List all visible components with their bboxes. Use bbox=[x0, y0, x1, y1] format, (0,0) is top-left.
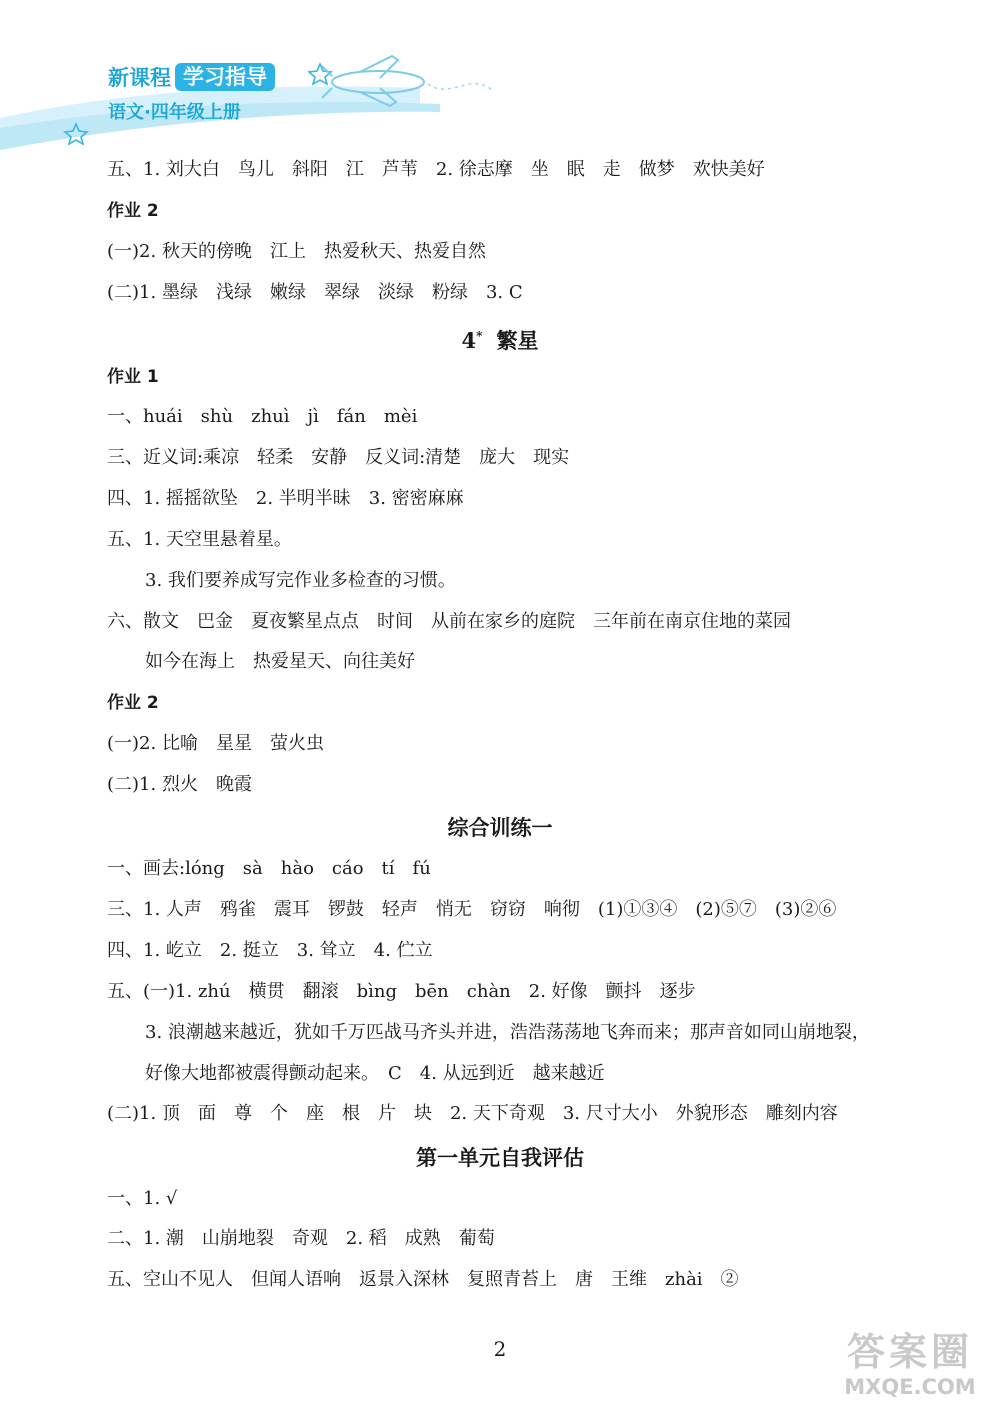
watermark-url: MXQE.COM bbox=[844, 1375, 976, 1399]
answer-line: (二)1. 墨绿 浅绿 嫩绿 翠绿 淡绿 粉绿 3. C bbox=[107, 282, 523, 303]
section-heading: 综合训练一 bbox=[447, 815, 553, 840]
answer-line: 3. 我们要养成写完作业多检查的习惯。 bbox=[145, 570, 456, 591]
answer-line: 六、散文 巴金 夏夜繁星点点 时间 从前在家乡的庭院 三年前在南京住地的菜园 bbox=[107, 611, 791, 632]
watermark bbox=[835, 1330, 985, 1408]
star-icon bbox=[309, 64, 331, 84]
answer-line: 三、1. 人声 鸦雀 震耳 锣鼓 轻声 悄无 窃窃 响彻 (1)①③④ (2)⑤⑦ (3)②⑥ bbox=[107, 899, 837, 920]
answer-line: 如今在海上 热爱星天、向往美好 bbox=[145, 651, 415, 672]
lesson-heading bbox=[0, 323, 1000, 354]
brand-pill-text: 学习指导 bbox=[175, 63, 275, 91]
answer-line: 五、(一)1. zhú 横贯 翻滚 bìng bēn chàn 2. 好像 颤抖 逐步 bbox=[107, 981, 696, 1002]
answer-line: 五、1. 天空里悬着星。 bbox=[107, 529, 292, 550]
homework-label: 作业 2 bbox=[107, 201, 159, 221]
lesson-title: 繁星 bbox=[496, 328, 539, 353]
answer-line: 四、1. 屹立 2. 挺立 3. 耸立 4. 伫立 bbox=[107, 940, 433, 961]
answer-line: 三、近义词:乘凉 轻柔 安静 反义词:清楚 庞大 现实 bbox=[107, 447, 570, 468]
lesson-number: 4 bbox=[461, 328, 477, 353]
answer-line: 五、1. 刘大白 鸟儿 斜阳 江 芦苇 2. 徐志摩 坐 眠 走 做梦 欢快美好 bbox=[107, 159, 765, 180]
answer-line: 3. 浪潮越来越近，犹如千万匹战马齐头并进，浩浩荡荡地飞奔而来；那声音如同山崩地裂， bbox=[145, 1022, 870, 1043]
watermark-logo-text: 答案圈 bbox=[846, 1330, 973, 1374]
answer-line: 好像大地都被震得颤动起来。 C 4. 从远到近 越来越近 bbox=[145, 1063, 605, 1084]
section-heading: 第一单元自我评估 bbox=[416, 1145, 584, 1170]
answer-line: (二)1. 顶 面 尊 个 座 根 片 块 2. 天下奇观 3. 尺寸大小 外貌形态 雕刻内容 bbox=[107, 1103, 838, 1124]
lesson-star-mark: * bbox=[476, 329, 483, 343]
homework-label: 作业 2 bbox=[107, 693, 159, 713]
series-brand bbox=[108, 62, 275, 92]
answer-line: 四、1. 摇摇欲坠 2. 半明半昧 3. 密密麻麻 bbox=[107, 488, 464, 509]
homework-label: 作业 1 bbox=[107, 367, 159, 387]
answer-line: 一、画去:lóng sà hào cáo tí fú bbox=[107, 858, 431, 879]
answer-line: 二、1. 潮 山崩地裂 奇观 2. 稻 成熟 葡萄 bbox=[107, 1228, 495, 1249]
brand-main-text: 新课程 bbox=[108, 66, 171, 90]
page-number: 2 bbox=[493, 1337, 507, 1361]
answer-line: 五、空山不见人 但闻人语响 返景入深林 复照青苔上 唐 王维 zhài ② bbox=[107, 1269, 739, 1290]
answer-line: (一)2. 比喻 星星 萤火虫 bbox=[107, 733, 324, 754]
book-subtitle: 语文·四年级上册 bbox=[108, 102, 241, 123]
answer-line: 一、1. √ bbox=[107, 1188, 178, 1209]
answer-line: (一)2. 秋天的傍晚 江上 热爱秋天、热爱自然 bbox=[107, 241, 486, 262]
answer-line: 一、huái shù zhuì jì fán mèi bbox=[107, 406, 418, 427]
answer-line: (二)1. 烈火 晚霞 bbox=[107, 774, 252, 795]
